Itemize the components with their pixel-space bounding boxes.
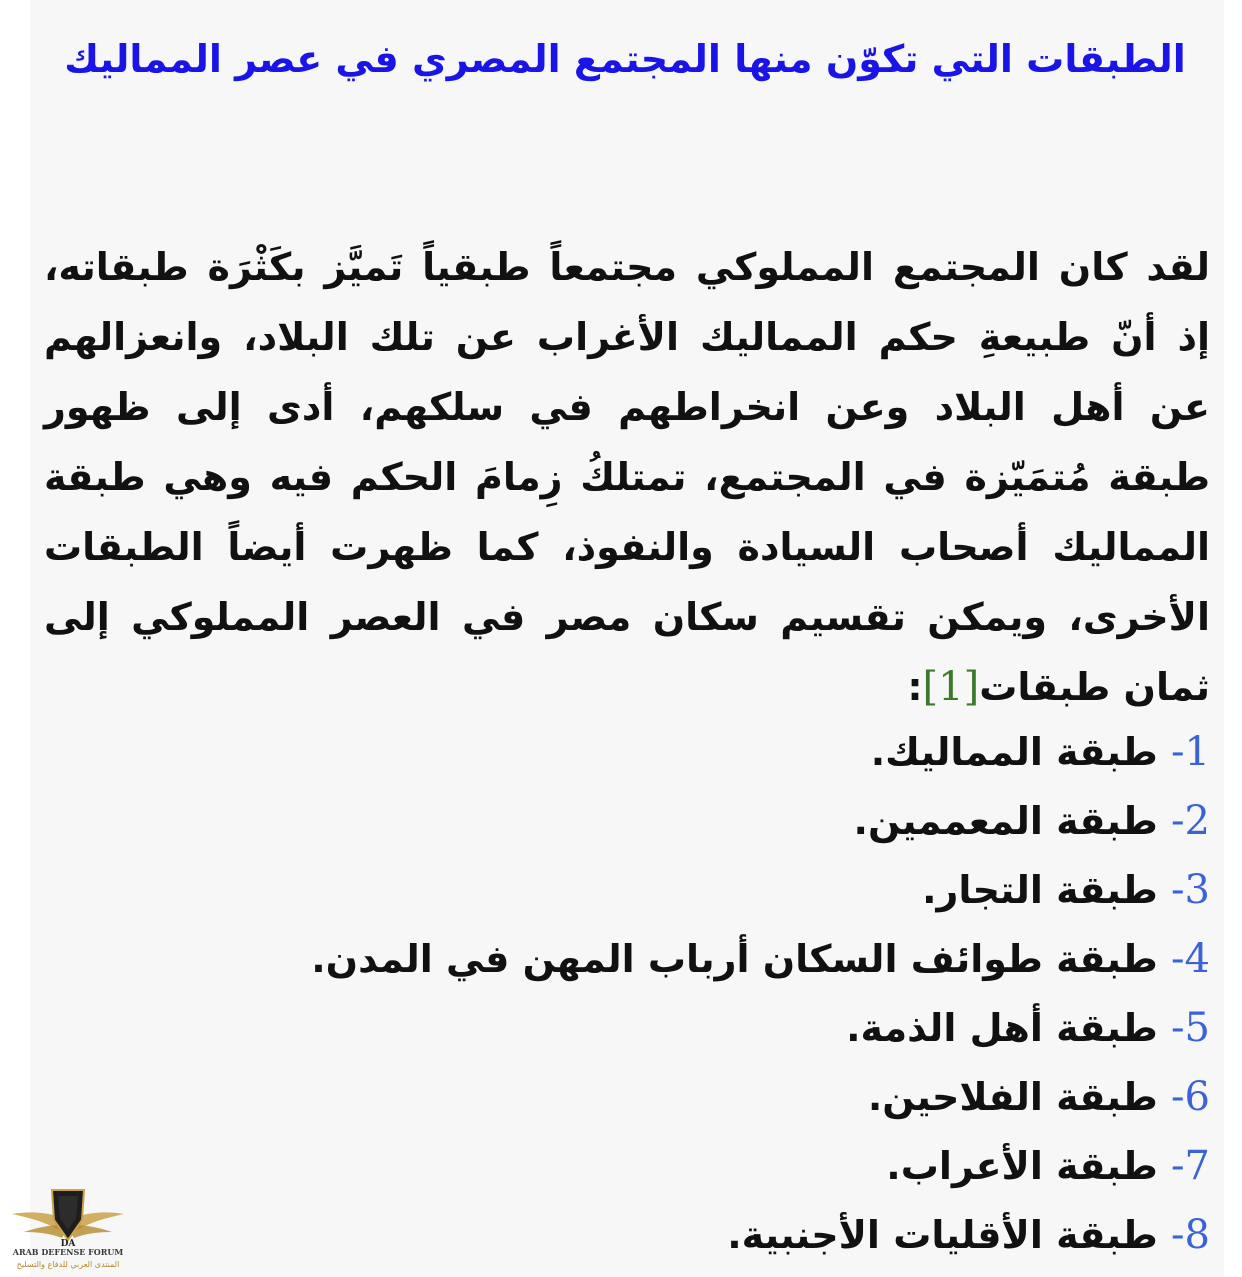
logo-name-english: ARAB DEFENSE FORUM [12, 1247, 124, 1257]
social-classes-list [44, 718, 1210, 1270]
footnote-reference[interactable]: [1] [922, 664, 980, 710]
list-item [44, 718, 1210, 787]
list-item-number: 8- [1171, 1212, 1210, 1258]
logo-initials: DA [60, 1239, 76, 1249]
logo-name-arabic: المنتدى العربي للدفاع والتسليح [16, 1260, 120, 1269]
list-item-label: طبقة الأقليات الأجنبية. [727, 1213, 1172, 1257]
list-item [44, 1201, 1210, 1270]
list-item-label: طبقة الفلاحين. [867, 1075, 1172, 1119]
page-title: الطبقات التي تكوّن منها المجتمع المصري في عصر المماليك [64, 37, 1186, 81]
list-item-number: 5- [1171, 1005, 1210, 1051]
list-item-label: طبقة التجار. [922, 868, 1172, 912]
list-item-label: طبقة المماليك. [870, 730, 1172, 774]
list-item-number: 2- [1171, 798, 1210, 844]
list-item-number: 7- [1171, 1143, 1210, 1189]
list-item [44, 787, 1210, 856]
list-item-label: طبقة طوائف السكان أرباب المهن في المدن. [311, 937, 1172, 981]
intro-paragraph-text: لقد كان المجتمع المملوكي مجتمعاً طبقياً تَميَّز بكَثْرَة طبقاته، إذ أنّ طبيعةِ حكم المماليك الأغراب عن تلك البلاد، وانعزالهم عن أهل البلاد وعن انخراطهم في سلكهم، أدى إلى ظهور طبقة مُتمَيّزة في المجتمع، تمتلكُ زِمامَ الحكم فيه وهي طبقة المماليك أصحاب السيادة والنفوذ، كما ظهرت أيضاً الطبقات الأخرى، ويمكن تقسيم سكان مصر في العصر المملوكي إلى ثمان طبقات [44, 245, 1210, 709]
list-item-number: 3- [1171, 867, 1210, 913]
list-item [44, 856, 1210, 925]
list-item [44, 1063, 1210, 1132]
list-item [44, 925, 1210, 994]
list-item-number: 6- [1171, 1074, 1210, 1120]
list-item-number: 4- [1171, 936, 1210, 982]
list-item [44, 1132, 1210, 1201]
forum-watermark-logo [6, 1180, 130, 1276]
list-item-label: طبقة الأعراب. [886, 1144, 1172, 1188]
list-item-number: 1- [1171, 729, 1210, 775]
list-item [44, 994, 1210, 1063]
intro-paragraph [44, 232, 1210, 722]
list-item-label: طبقة أهل الذمة. [846, 1006, 1172, 1050]
list-item-label: طبقة المعممين. [853, 799, 1172, 843]
intro-paragraph-colon: : [907, 665, 923, 709]
eagle-shield-icon [6, 1180, 130, 1250]
